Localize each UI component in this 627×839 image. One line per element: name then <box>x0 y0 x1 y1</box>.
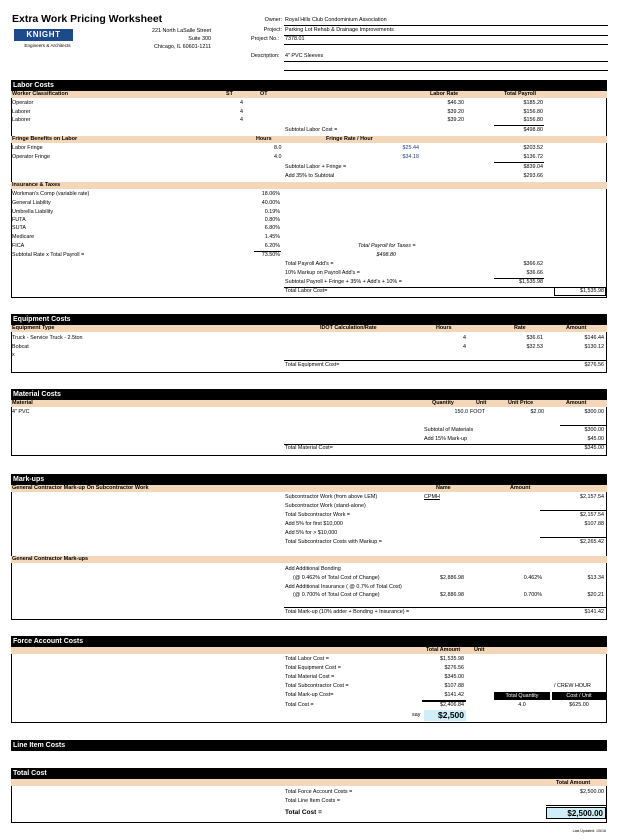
total-force-label: Total Force Account Costs = <box>285 789 353 795</box>
insurance-row-pct: 0.80% <box>264 217 280 223</box>
insurance-row-name: SUTA <box>12 225 26 231</box>
address-line-2: Suite 300 <box>188 36 211 42</box>
total-sub-work-label: Total Subcontractor Work = <box>285 512 351 518</box>
force-subheader <box>11 647 607 654</box>
labor-row-st: 4 <box>240 109 243 115</box>
total-line-item-label: Total Line Item Costs = <box>285 798 340 804</box>
force-account-header: Force Account Costs <box>11 636 607 647</box>
logo-subtitle: Engineers & Architects <box>24 43 71 48</box>
add-35-value: $293.66 <box>523 173 543 179</box>
gc-sub-heading: General Contractor Mark-up On Subcontractor Work <box>12 485 149 491</box>
fringe-row-hours: 8.0 <box>274 145 282 151</box>
insurance-row-pct: 1.45% <box>264 234 280 240</box>
total-material-value: $345.00 <box>584 445 604 451</box>
line-item-costs-header: Line Item Costs <box>11 740 607 751</box>
markup-10-label: 10% Markup on Payroll Add's = <box>285 270 360 276</box>
bonding-value: $13.34 <box>587 575 604 581</box>
force-row-label: Total Mark-up Cost= <box>285 692 334 698</box>
insurance-row-name: Workman's Comp (variable rate) <box>12 191 90 197</box>
total-labor-label: Total Labor Cost= <box>285 288 328 294</box>
insurance-row-pct: 0.19% <box>264 209 280 215</box>
idot-heading: IDOT Calculation/Rate <box>320 325 377 331</box>
labor-row-st: 4 <box>240 117 243 123</box>
total-sub-markup-label: Total Subcontractor Costs with Markup = <box>285 539 382 545</box>
markups-header: Mark-ups <box>11 474 607 485</box>
total-cost-amount-heading: Total Amount <box>556 780 591 786</box>
total-equipment-label: Total Equipment Cost= <box>285 362 340 368</box>
insurance-add-value: $20.21 <box>587 592 604 598</box>
total-quantity-value: 4.0 <box>518 702 526 708</box>
force-row-value: $107.88 <box>444 683 464 689</box>
equipment-row-name: x <box>12 352 15 358</box>
bonding-pct: 0.462% <box>523 575 542 581</box>
force-row-value: $345.00 <box>444 674 464 680</box>
payroll-taxes-label: Total Payroll for Taxes = <box>358 243 416 249</box>
labor-row-rate: $39.20 <box>447 109 464 115</box>
add-15-label: Add 15% Mark-up <box>424 436 468 442</box>
payroll-taxes-value: $498.80 <box>376 252 396 258</box>
project-label: Project: <box>263 27 282 33</box>
equipment-amount-heading: Amount <box>566 325 587 331</box>
force-row-label: Total Labor Cost = <box>285 656 329 662</box>
subtotal-materials-label: Subtotal of Materials <box>424 427 474 433</box>
add-5-first-value: $107.88 <box>584 521 604 527</box>
force-row-label: Total Subcontractor Cost = <box>285 683 349 689</box>
project-value: Parking Lot Rehab & Drainage Improvements <box>285 27 394 33</box>
insurance-row-pct: 40.00% <box>261 200 280 206</box>
insurance-row-name: FUTA <box>12 217 26 223</box>
equipment-type-heading: Equipment Type <box>12 325 55 331</box>
bonding-base: $2,886.98 <box>440 575 464 581</box>
bonding-label: Add Additional Bonding <box>285 566 341 572</box>
fringe-row-name: Labor Fringe <box>12 145 43 151</box>
grand-total-label: Total Cost = <box>285 809 322 816</box>
total-markup-value: $141.42 <box>584 609 604 615</box>
force-row-value: $141.42 <box>444 692 464 698</box>
say-label: say <box>412 712 421 718</box>
labor-costs-header: Labor Costs <box>11 80 607 91</box>
total-quantity-heading: Total Quantity <box>494 692 550 700</box>
labor-row-payroll: $156.80 <box>523 109 543 115</box>
labor-row-name: Laborer <box>12 117 31 123</box>
total-sub-work-value: $2,157.54 <box>580 512 604 518</box>
fringe-row-hours: 4.0 <box>274 154 282 160</box>
equipment-row-amount: $130.12 <box>584 344 604 350</box>
markup-amount-heading: Amount <box>510 485 531 491</box>
insurance-row-name: General Liability <box>12 200 51 206</box>
gc-markups-subheader <box>11 556 607 563</box>
fringe-hours-heading: Hours <box>256 136 272 142</box>
subtotal-fringe-value: $839.04 <box>523 164 543 170</box>
total-material-label: Total Material Cost= <box>285 445 333 451</box>
total-sub-markup-value: $2,265.42 <box>580 539 604 545</box>
subtotal-materials-value: $300.00 <box>584 427 604 433</box>
insurance-row-pct: 6.80% <box>264 225 280 231</box>
company-logo: KNIGHT <box>14 29 73 41</box>
fringe-subheader <box>11 136 607 143</box>
force-row-value: $1,535.98 <box>440 656 464 662</box>
equipment-row-rate: $36.61 <box>526 335 543 341</box>
description-value: 4" PVC Sleeves <box>285 53 324 59</box>
total-cost-header: Total Cost <box>11 768 607 779</box>
worker-classification-heading: Worker Classification <box>12 91 69 97</box>
address-line-1: 221 North LaSalle Street <box>151 28 211 34</box>
add-15-value: $45.00 <box>587 436 604 442</box>
equipment-row-name: Bobcat <box>12 344 29 350</box>
equipment-rate-heading: Rate <box>514 325 526 331</box>
say-value: $2,500 <box>424 710 466 721</box>
fringe-row-name: Operator Fringe <box>12 154 51 160</box>
equipment-row-name: Truck - Service Truck - 2.5ton <box>12 335 83 341</box>
project-no-label: Project No.: <box>251 36 280 42</box>
cost-unit-heading: Cost / Unit <box>552 692 606 700</box>
labor-row-st: 4 <box>240 100 243 106</box>
insurance-row-name: FICA <box>12 243 25 249</box>
sub-work-name: CPMH <box>424 494 440 500</box>
project-no-value: 7378.01 <box>285 36 305 42</box>
equipment-row-rate: $32.53 <box>526 344 543 350</box>
labor-row-rate: $46.30 <box>447 100 464 106</box>
force-row-label: Total Material Cost = <box>285 674 335 680</box>
sub-work-value: $2,157.54 <box>580 494 604 500</box>
insurance-row-pct: 18.06% <box>261 191 280 197</box>
total-cost-subheader <box>11 779 607 786</box>
add-35-label: Add 35% to Subtotal <box>285 173 335 179</box>
labor-row-name: Operator <box>12 100 34 106</box>
owner-value: Royal Hills Club Condominium Association <box>285 17 387 23</box>
description-label: Description: <box>251 53 280 59</box>
material-row-name: 4" PVC <box>12 409 30 415</box>
fringe-row-total: $136.72 <box>523 154 543 160</box>
payroll-adds-label: Total Payroll Add's = <box>285 261 334 267</box>
insurance-add-label: Add Additional Insurance ( @ 0.7% of Total Cost) <box>285 584 402 590</box>
fringe-row-rate: $25.44 <box>402 145 419 151</box>
insurance-row-pct: 6.20% <box>264 243 280 249</box>
address-line-3: Chicago, IL 60601-1211 <box>154 44 211 50</box>
markup-10-value: $36.66 <box>526 270 543 276</box>
labor-row-rate: $39.20 <box>447 117 464 123</box>
cost-unit-value: $625.00 <box>569 702 589 708</box>
insurance-heading: Insurance & Taxes <box>12 182 61 188</box>
labor-subtotal-value: $1,535.98 <box>519 279 543 285</box>
total-markup-label: Total Mark-up (10% adder + Bonding + Insurance) = <box>285 609 410 615</box>
force-unit-heading: Unit <box>474 647 485 653</box>
fringe-rate-heading: Fringe Rate / Hour <box>326 136 373 142</box>
material-amount-heading: Amount <box>566 400 587 406</box>
ot-heading: OT <box>260 91 268 97</box>
equipment-costs-header: Equipment Costs <box>11 314 607 325</box>
force-total-label: Total Cost = <box>285 702 314 708</box>
payroll-adds-value: $366.62 <box>523 261 543 267</box>
insurance-row-name: Medicare <box>12 234 35 240</box>
insurance-subheader <box>11 182 607 189</box>
equipment-row-hours: 4 <box>463 335 466 341</box>
material-price-heading: Unit Price <box>508 400 534 406</box>
labor-row-payroll: $185.20 <box>523 100 543 106</box>
page-title: Extra Work Pricing Worksheet <box>12 13 163 25</box>
fringe-heading: Fringe Benefits on Labor <box>12 136 78 142</box>
stand-alone-label: Subcontractor Work (stand-alone) <box>285 503 366 509</box>
insurance-add-detail: (@ 0.700% of Total Cost of Change) <box>293 592 380 598</box>
insurance-add-pct: 0.700% <box>523 592 542 598</box>
subtotal-rate-label: Subtotal Rate x Total Payroll = <box>12 252 85 258</box>
subtotal-fringe-label: Subtotal Labor + Fringe = <box>285 164 347 170</box>
fringe-row-rate: $34.18 <box>402 154 419 160</box>
material-row-unit: FOOT <box>470 409 485 415</box>
material-qty-heading: Quantity <box>432 400 454 406</box>
add-5-over-label: Add 5% for > $10,000 <box>285 530 338 536</box>
bonding-detail: (@ 0.462% of Total Cost of Change) <box>293 575 380 581</box>
subtotal-labor-label: Subtotal Labor Cost = <box>285 127 338 133</box>
material-row-amount: $300.00 <box>584 409 604 415</box>
insurance-row-name: Umbrella Liability <box>12 209 54 215</box>
material-unit-heading: Unit <box>476 400 487 406</box>
grand-total-value: $2,500.00 <box>546 807 606 819</box>
force-amount-heading: Total Amount <box>426 647 461 653</box>
crew-hour-label: / CREW HOUR <box>554 683 591 689</box>
total-equipment-value: $276.56 <box>584 362 604 368</box>
last-updated: Last Updated: 1/5/16 <box>572 829 606 833</box>
material-costs-header: Material Costs <box>11 389 607 400</box>
st-heading: ST <box>226 91 233 97</box>
force-total-value: $2,406.84 <box>440 702 464 708</box>
sub-work-label: Subcontractor Work (from above LEM) <box>285 494 378 500</box>
subtotal-rate-value: 73.50% <box>261 252 280 258</box>
equipment-hours-heading: Hours <box>436 325 452 331</box>
subtotal-labor-value: $498.80 <box>523 127 543 133</box>
labor-rate-heading: Labor Rate <box>430 91 459 97</box>
markup-name-heading: Name <box>436 485 451 491</box>
material-row-price: $2.00 <box>530 409 544 415</box>
equipment-row-amount: $146.44 <box>584 335 604 341</box>
force-row-label: Total Equipment Cost = <box>285 665 341 671</box>
insurance-add-base: $2,886.98 <box>440 592 464 598</box>
add-5-first-label: Add 5% for first $10,000 <box>285 521 343 527</box>
material-heading: Material <box>12 400 33 406</box>
labor-row-name: Laborer <box>12 109 31 115</box>
total-payroll-heading: Total Payroll <box>504 91 536 97</box>
total-labor-value: $1,535.98 <box>580 288 604 294</box>
labor-row-payroll: $156.80 <box>523 117 543 123</box>
equipment-row-hours: 4 <box>463 344 466 350</box>
labor-subtotal-label: Subtotal Payroll + Fringe + 35% + Add's + 10% = <box>285 279 402 285</box>
force-row-value: $276.56 <box>444 665 464 671</box>
fringe-row-total: $203.52 <box>523 145 543 151</box>
material-row-qty: 150.0 <box>454 409 468 415</box>
owner-label: Owner: <box>264 17 282 23</box>
gc-markups-heading: General Contractor Mark-ups <box>12 556 89 562</box>
total-force-value: $2,500.00 <box>580 789 604 795</box>
